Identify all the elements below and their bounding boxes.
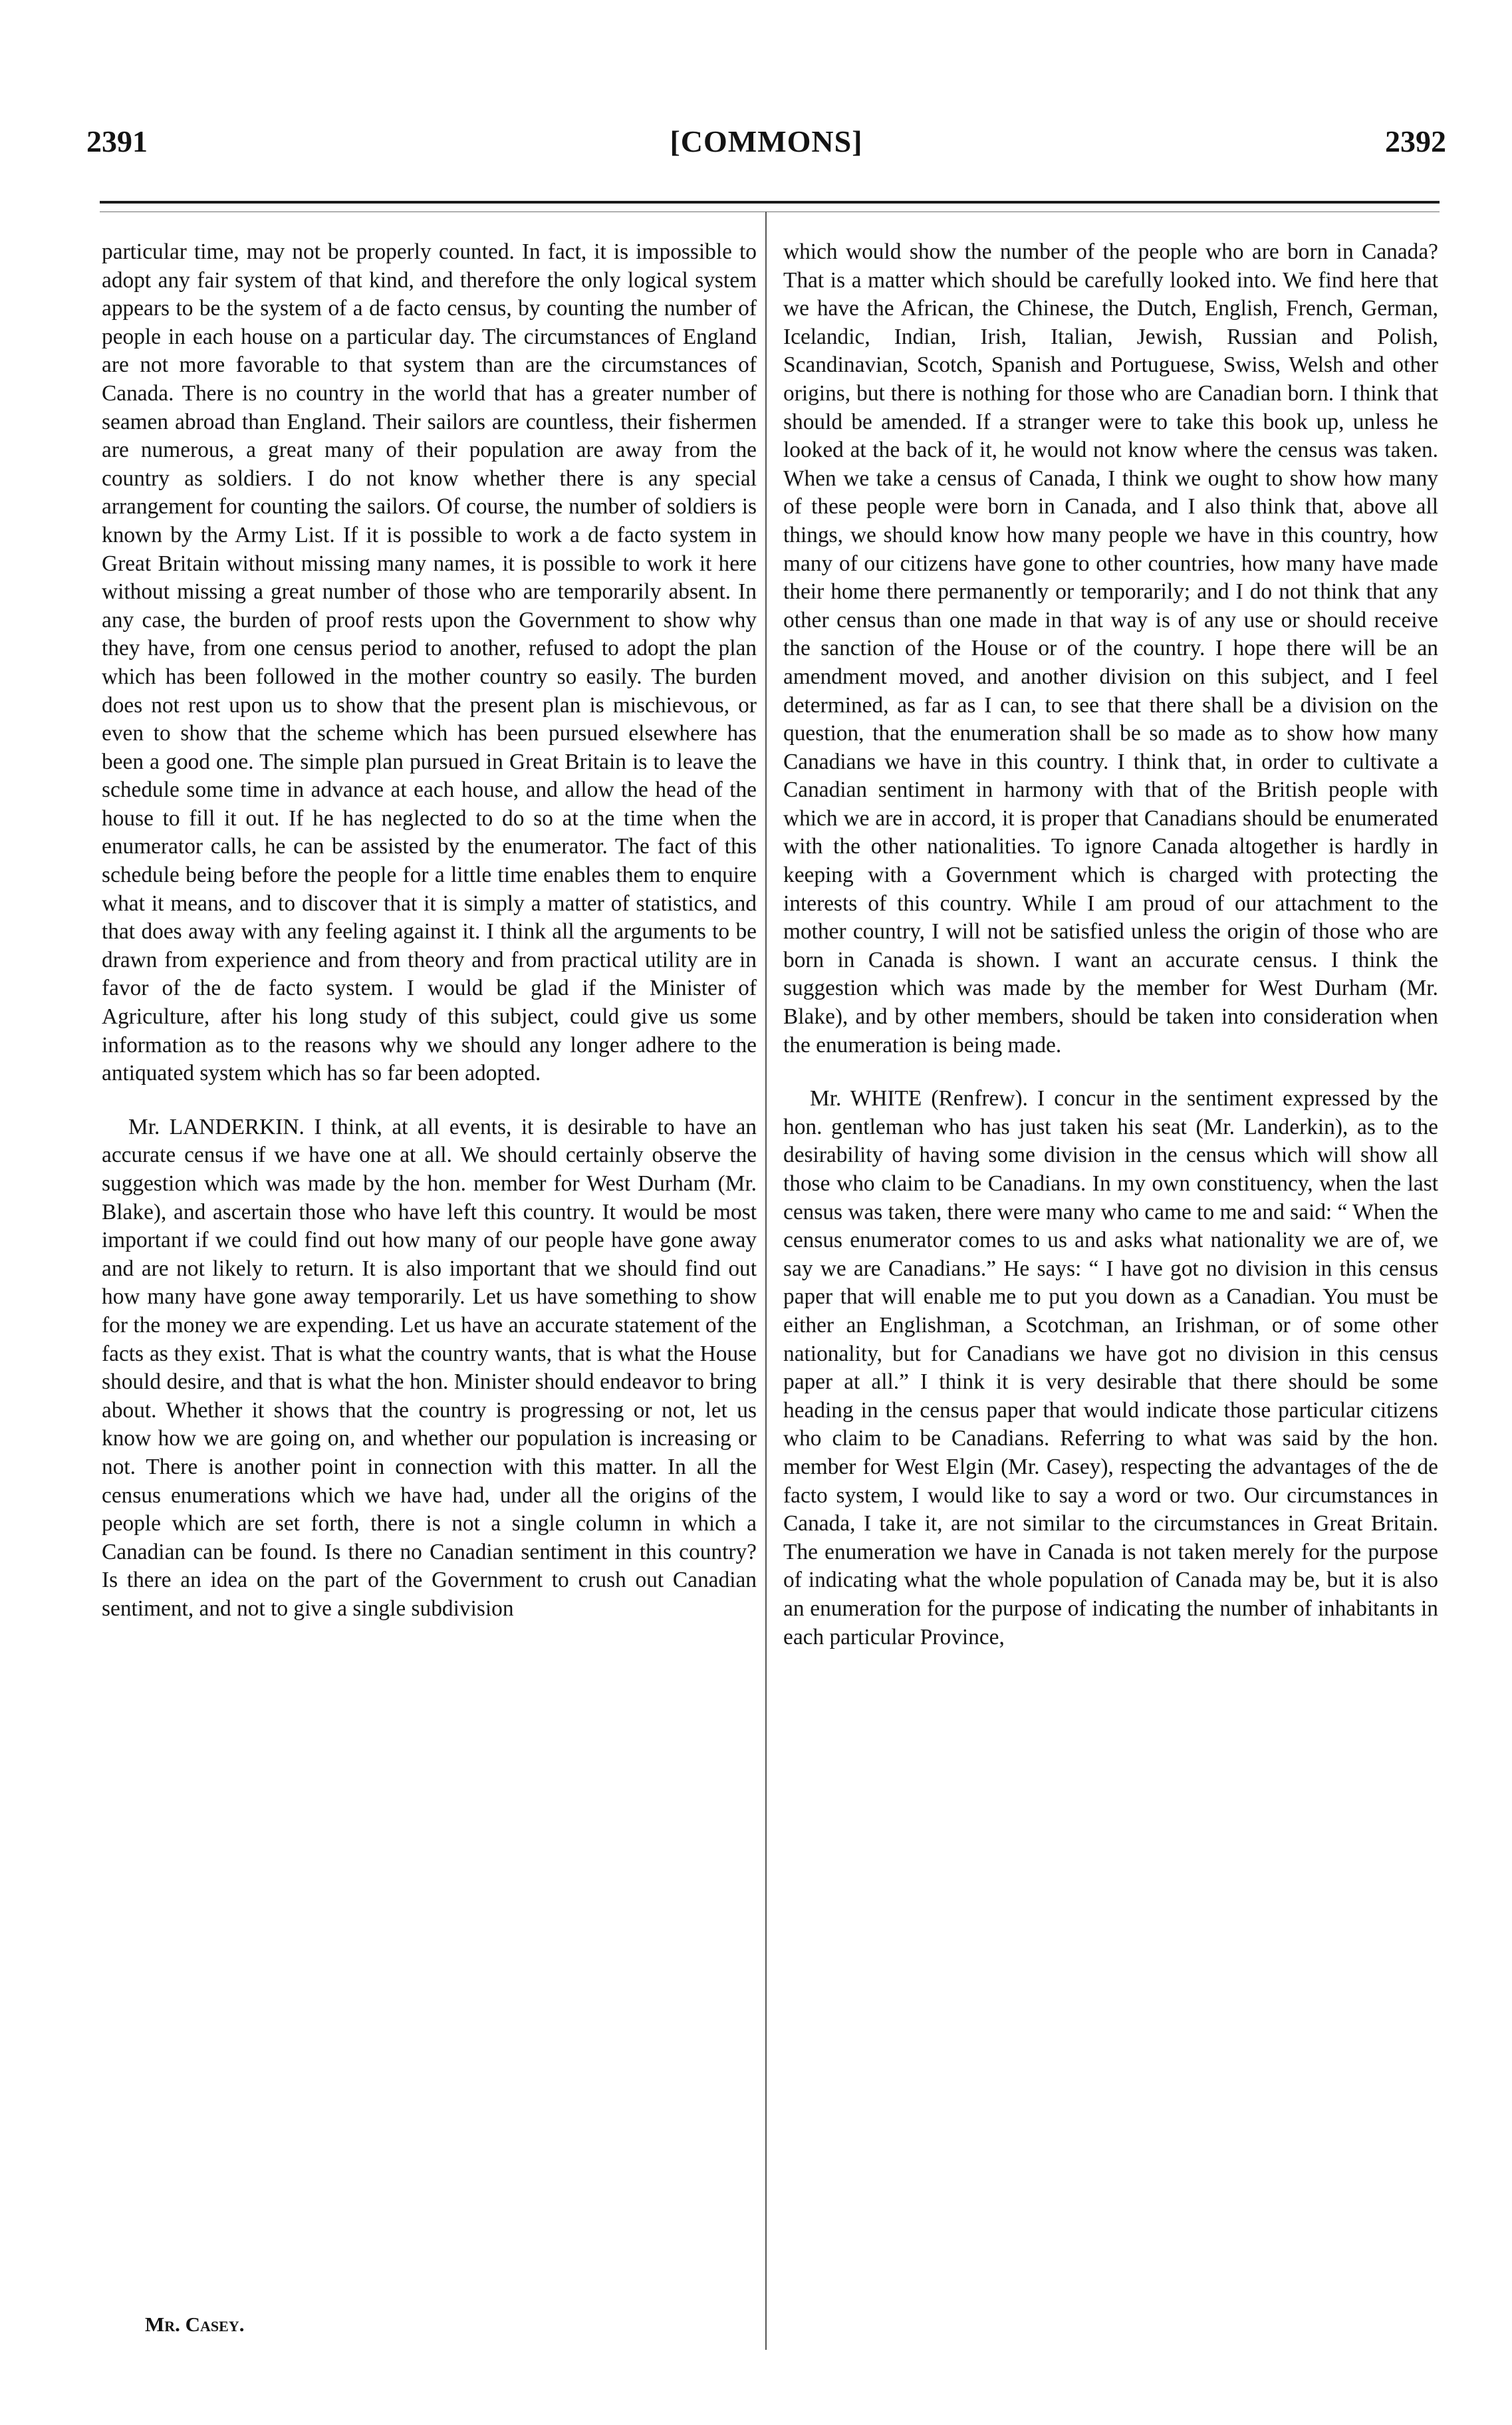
right-page-number: 2392 — [1385, 124, 1446, 158]
right-paragraph-1: which would show the number of the people who are born in Canada? That is a matter which should be carefully looked into. We find here that we have the African, the Chinese, the Dutch, English, French, German, Icelandic, Indian, Irish, Italian, Jewish, Russian and Polish, Scandinavian, Scotch, Spanish and Portuguese, Swiss, Welsh and other origins, but there is nothing for those who are Canadian born. I think that should be amended. If a stranger were to take this book up, unless he looked at the back of it, he would not know where the census was taken. When we take a census of Canada, I think we ought to show how many of these people were born in Canada, and I also think that, above all things, we should know how many people we have in this country, how many of our citizens have gone to other countries, how many have made their home there permanently or temporarily; and I do not think that any other census than one made in that way is of any use or should receive the sanction of the House or of the country. I hope there will be an amendment moved, and another division on this subject, and I feel determined, as far as I can, to see that there shall be a division on the question, that the enumeration shall be so made as to show how many Canadians we have in this country. I think that, in order to cultivate a Canadian sentiment in harmony with that of the British people with which we are in accord, it is proper that Canadians should be enumerated with the other nationalities. To ignore Canada altogether is hardly in keeping with a Government which is charged with protecting the interests of this country. While I am proud of our attachment to the mother country, I will not be satisfied unless the origin of those who are born in Canada is shown. I want an accurate census. I think the suggestion which was made by the member for West Durham (Mr. Blake), and by other members, should be taken into consideration when the enumeration is being made. — [783, 239, 1438, 1058]
header-rule — [100, 201, 1440, 204]
right-column — [783, 238, 1438, 1651]
paragraph-gap — [783, 1060, 1438, 1085]
right-paragraph-2: Mr. WHITE (Renfrew). I concur in the sentiment expressed by the hon. gentleman who has just taken his seat (Mr. Landerkin), as to the desirability of having some division in the census which will show all those who claim to be Canadians. In my own constituency, when the last census was taken, there were many who came to me and said: “ When the census enumerator comes to us and asks what nationality we are of, we say we are Canadians.” He says: “ I have got no division in this census paper that will enable me to put you down as a Canadian. You must be either an Englishman, a Scotchman, an Irishman, or of some other nationality, but for Canadians we have got no division in this census paper at all.” I think it is very desirable that there should be some heading in the census paper that would indicate those particular citizens who claim to be Canadians. Referring to what was said by the hon. member for West Elgin (Mr. Casey), respecting the advantages of the de facto system, I would like to say a word or two. Our circumstances in Canada, I take it, are not similar to the circumstances in Great Britain. The enumeration we have in Canada is not taken merely for the purpose of indicating what the whole population of Canada may be, but it is also an enumeration for the purpose of indicating the number of inhabitants in each particular Province, — [783, 1086, 1438, 1649]
column-divider — [765, 212, 767, 2350]
left-paragraph-1: particular time, may not be properly counted. In fact, it is impossible to adopt any fair system of that kind, and therefore the only logical system appears to be the system of a de facto census, by counting the number of people in each house on a particular day. The circumstances of England are not more favorable to that system than are the circumstances of Canada. There is no country in the world that has a greater number of seamen abroad than England. Their sailors are countless, their fishermen are numerous, a great many of their population are away from the country as soldiers. I do not know whether there is any special arrangement for counting the sailors. Of course, the number of soldiers is known by the Army List. If it is possible to work a de facto system in Great Britain without missing many names, it is possible to work it here without missing a great number of those who are temporarily absent. In any case, the burden of proof rests upon the Government to show why they have, from one census period to another, refused to adopt the plan which has been followed in the mother country so easily. The burden does not rest upon us to show that the present plan is mischievous, or even to show that the scheme which has been pursued elsewhere has been a good one. The simple plan pursued in Great Britain is to leave the schedule some time in advance at each house, and allow the head of the house to fill it out. If he has neglected to do so at the time when the enumerator calls, he can be assisted by the enumerator. The fact of this schedule being before the people for a little time enables them to enquire what it means, and to discover that it is simply a matter of statistics, and that does away with any feeling against it. I think all the arguments to be drawn from experience and from theory and from practical utility are in favor of the de facto system. I would be glad if the Minister of Agriculture, after his long study of this subject, could give us some information as to the reasons why we should any longer adhere to the antiquated system which has so far been adopted. — [102, 239, 757, 1086]
left-page-number: 2391 — [86, 124, 148, 158]
left-column — [102, 238, 757, 1624]
running-title: [COMMONS] — [670, 124, 863, 158]
left-paragraph-2: Mr. LANDERKIN. I think, at all events, it is desirable to have an accurate census if we have one at all. We should certainly observe the suggestion which was made by the hon. member for West Durham (Mr. Blake), and ascertain those who have left this country. It would be most important if we could find out how many of our people have gone away and are not likely to return. It is also important that we should find out how many have gone away temporarily. Let us have something to show for the money we are expending. Let us have an accurate statement of the facts as they exist. That is what the country wants, that is what the House should desire, and that is what the hon. Minister should endeavor to bring about. Whether it shows that the country is progressing or not, let us know how we are going on, and whether our population is increasing or not. There is another point in connection with this matter. In all the census enumerations which we have had, under all the origins of the people which are set forth, there is not a single column in which a Canadian can be found. Is there no Canadian sentiment in this country? Is there an idea on the part of the Government to crush out Canadian sentiment, and not to give a single subdivision — [102, 1114, 757, 1621]
paragraph-gap — [102, 1088, 757, 1113]
footer-speaker-name: Mr. Casey. — [145, 2313, 245, 2336]
page-header — [86, 124, 1446, 164]
